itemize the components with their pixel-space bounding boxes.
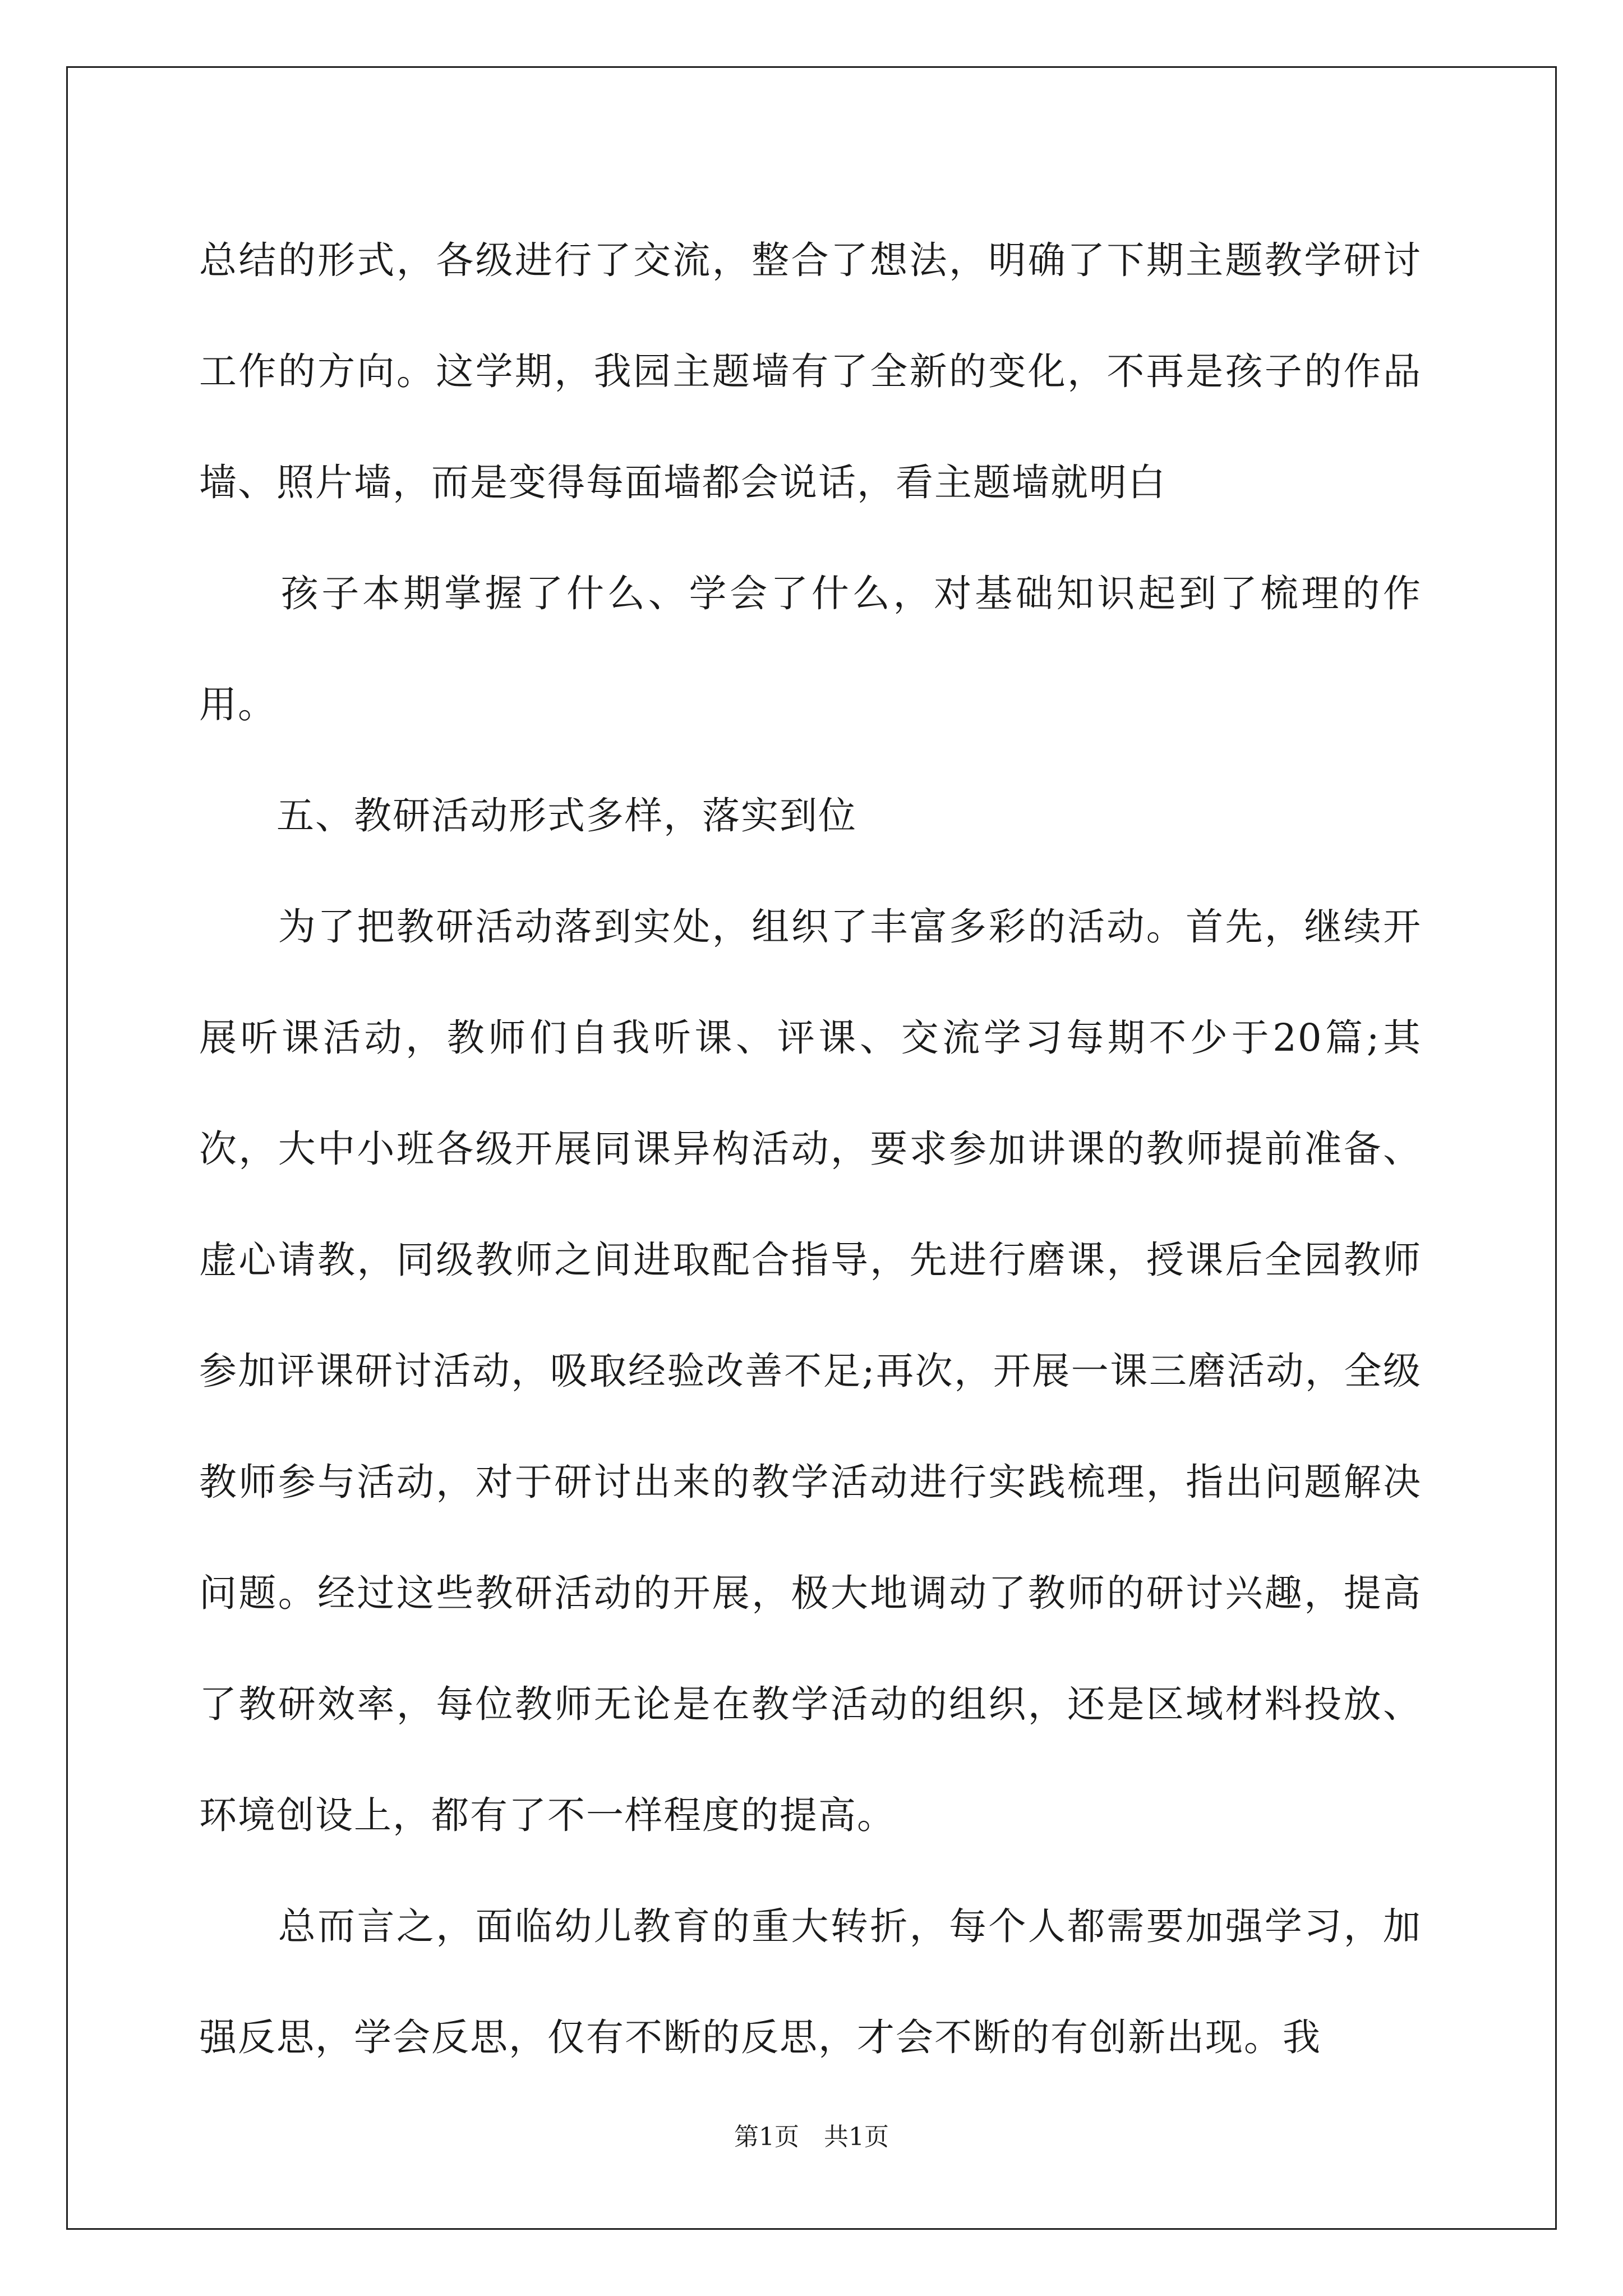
section-heading: 五、教研活动形式多样，落实到位 — [199, 794, 857, 838]
paragraph: 孩子本期掌握了什么、学会了什么，对基础知识起到了梳理的作用。 — [199, 572, 1422, 726]
paragraph: 总而言之，面临幼儿教育的重大转折，每个人都需要加强学习，加强反思，学会反思，仅有不断的反思，才会不断的有创新出现。我 — [199, 1904, 1422, 2059]
paragraph: 总结的形式，各级进行了交流，整合了想法，明确了下期主题教学研讨工作的方向。这学期，我园主题墙有了全新的变化，不再是孩子的作品墙、照片墙，而是变得每面墙都会说话，看主题墙就明白 — [199, 238, 1422, 504]
page-number-footer: 第1页 共1页 — [734, 2123, 889, 2151]
paragraph: 为了把教研活动落到实处，组织了丰富多彩的活动。首先，继续开展听课活动，教师们自我听课、评课、交流学习每期不少于20篇;其次，大中小班各级开展同课异构活动，要求参加讲课的教师提前准备、虚心请教，同级教师之间进取配合指导，先进行磨课，授课后全园教师参加评课研讨活动，吸取经验改善不足;再次，开展一课三磨活动，全级教师参与活动，对于研讨出来的教学活动进行实践梳理，指出问题解决问题。经过这些教研活动的开展，极大地调动了教师的研讨兴趣，提高了教研效率，每位教师无论是在教学活动的组织，还是区域材料投放、环境创设上，都有了不一样程度的提高。 — [199, 905, 1422, 1837]
document-body — [199, 205, 1422, 2093]
